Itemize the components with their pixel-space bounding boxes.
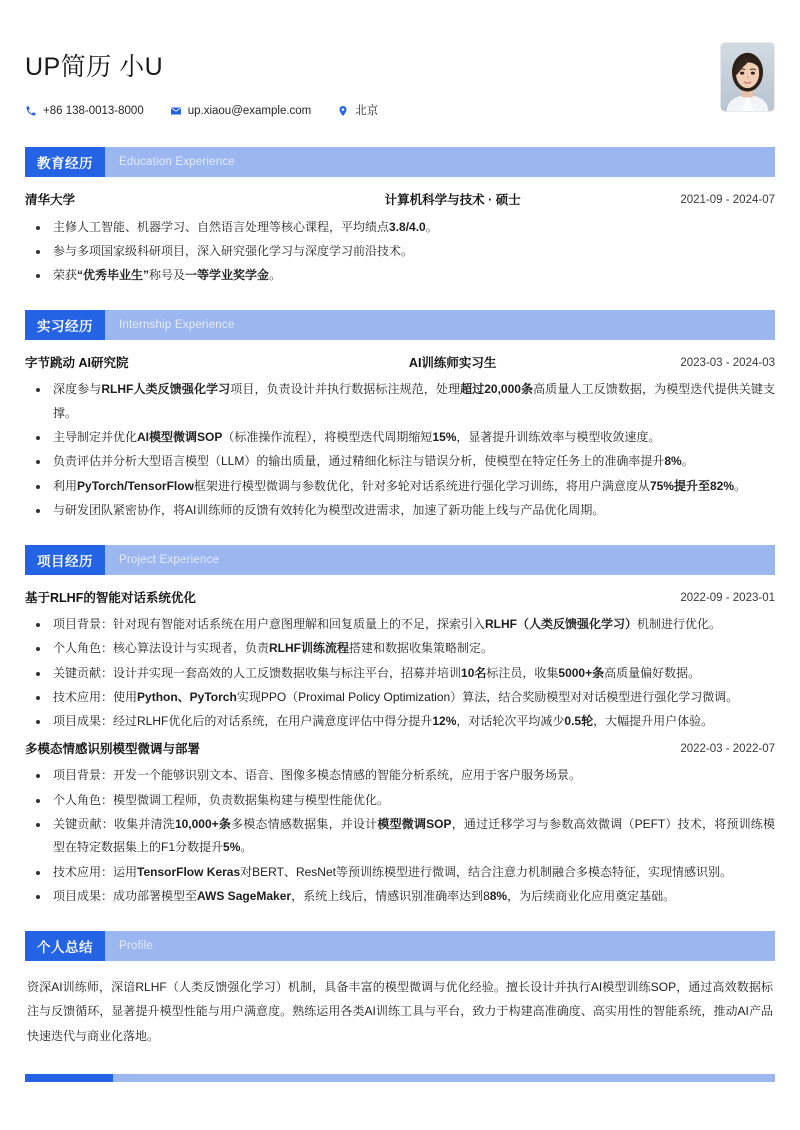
bullet-item: 利用PyTorch/TensorFlow框架进行模型微调与参数优化，针对多轮对话系统进行强化学习训练，将用户满意度从75%提升至82%。 bbox=[25, 475, 775, 498]
bullet-item: 荣获“优秀毕业生”称号及一等学业奖学金。 bbox=[25, 264, 775, 287]
section-bar-cutoff-en bbox=[113, 1074, 127, 1082]
profile-paragraph: 资深AI训练师，深谙RLHF（人类反馈强化学习）机制，具备丰富的模型微调与优化经验。擅长设计并执行AI模型训练SOP，通过高效数据标注与反馈循环，显著提升模型性能与用户满意度。熟练运用各类AI训练工具与平台，致力于构建高准确度、高实用性的智能系统，推动AI产品快速迭代与商业化落地。 bbox=[27, 979, 773, 1043]
avatar-portrait-icon bbox=[721, 43, 774, 111]
sections-root bbox=[25, 147, 775, 1048]
contact-row bbox=[25, 105, 720, 117]
header-left bbox=[25, 42, 720, 117]
avatar bbox=[720, 42, 775, 112]
bullet-item: 负责评估并分析大型语言模型（LLM）的输出质量，通过精细化标注与错误分析，使模型在特定任务上的准确率提升8%。 bbox=[25, 450, 775, 473]
section-bar bbox=[25, 931, 775, 961]
section-bar bbox=[25, 147, 775, 177]
bullet-item: 项目背景：开发一个能够识别文本、语音、图像多模态情感的智能分析系统，应用于客户服务场景。 bbox=[25, 764, 775, 787]
bullet-item: 项目成果：经过RLHF优化后的对话系统，在用户满意度评估中得分提升12%，对话轮次平均减少0.5轮，大幅提升用户体验。 bbox=[25, 710, 775, 733]
entry-organization: 字节跳动 AI研究院 bbox=[25, 355, 129, 370]
section-title-cn: 实习经历 bbox=[25, 310, 105, 340]
bullet-item: 与研发团队紧密协作，将AI训练师的反馈有效转化为模型改进需求，加速了新功能上线与产品优化周期。 bbox=[25, 499, 775, 522]
section-bar bbox=[25, 545, 775, 575]
bullet-item: 关键贡献：收集并清洗10,000+条多模态情感数据集，并设计模型微调SOP，通过迁移学习与参数高效微调（PEFT）技术，将预训练模型在特定数据集上的F1分数提升5%。 bbox=[25, 813, 775, 860]
contact-email-value: up.xiaou@example.com bbox=[187, 104, 312, 117]
resume-header bbox=[25, 0, 775, 125]
bullet-item: 技术应用：使用Python、PyTorch实现PPO（Proximal Policy Optimization）算法，结合奖励模型对对话模型进行强化学习微调。 bbox=[25, 686, 775, 709]
section-title-cn: 教育经历 bbox=[25, 147, 105, 177]
entry-bullet-list bbox=[25, 613, 775, 734]
bullet-item: 主导制定并优化AI模型微调SOP（标准操作流程），将模型迭代周期缩短15%，显著提升训练效率与模型收敛速度。 bbox=[25, 426, 775, 449]
section-bar-cutoff bbox=[25, 1074, 775, 1082]
mail-icon bbox=[170, 105, 182, 117]
experience-entry bbox=[25, 738, 775, 909]
location-icon bbox=[337, 105, 349, 117]
bullet-item: 技术应用：运用TensorFlow Keras对BERT、ResNet等预训练模型进行微调，结合注意力机制融合多模态特征，实现情感识别。 bbox=[25, 861, 775, 884]
experience-entry bbox=[25, 189, 775, 288]
entry-organization: 清华大学 bbox=[25, 193, 76, 208]
section-bar-cutoff-cn bbox=[25, 1074, 113, 1082]
section-title-en: Internship Experience bbox=[119, 318, 235, 331]
section-title-en: Education Experience bbox=[119, 156, 235, 169]
bullet-item: 参与多项国家级科研项目，深入研究强化学习与深度学习前沿技术。 bbox=[25, 240, 775, 263]
section-bar bbox=[25, 310, 775, 340]
phone-icon bbox=[25, 105, 37, 117]
entry-role: AI训练师实习生 bbox=[408, 355, 497, 370]
entry-organization: 多模态情感识别模型微调与部署 bbox=[25, 741, 201, 756]
page-title: UP简历 小U bbox=[25, 53, 164, 81]
entry-bullet-list bbox=[25, 764, 775, 908]
entry-header-row bbox=[25, 189, 775, 213]
section-title-en: Profile bbox=[119, 939, 153, 952]
entry-header-row bbox=[25, 738, 775, 762]
entry-role: 计算机科学与技术 · 硕士 bbox=[384, 193, 521, 208]
entry-header-row bbox=[25, 587, 775, 611]
bullet-item: 个人角色：核心算法设计与实现者，负责RLHF训练流程搭建和数据收集策略制定。 bbox=[25, 637, 775, 660]
experience-entry bbox=[25, 352, 775, 523]
entry-date-range: 2022-03 - 2022-07 bbox=[680, 742, 775, 755]
entry-bullet-list bbox=[25, 378, 775, 522]
bullet-item: 主修人工智能、机器学习、自然语言处理等核心课程，平均绩点3.8/4.0。 bbox=[25, 216, 775, 239]
bullet-item: 项目背景：针对现有智能对话系统在用户意图理解和回复质量上的不足，探索引入RLHF（人类反馈强化学习）机制进行优化。 bbox=[25, 613, 775, 636]
entry-date-range: 2022-09 - 2023-01 bbox=[680, 591, 775, 604]
bullet-item: 关键贡献：设计并实现一套高效的人工反馈数据收集与标注平台，招募并培训10名标注员，收集5000+条高质量偏好数据。 bbox=[25, 662, 775, 685]
entry-date-range: 2021-09 - 2024-07 bbox=[680, 194, 775, 207]
bullet-item: 深度参与RLHF人类反馈强化学习项目，负责设计并执行数据标注规范，处理超过20,000条高质量人工反馈数据，为模型迭代提供关键支撑。 bbox=[25, 378, 775, 425]
contact-email bbox=[170, 105, 312, 117]
experience-entry bbox=[25, 587, 775, 734]
bullet-item: 个人角色：模型微调工程师，负责数据集构建与模型性能优化。 bbox=[25, 789, 775, 812]
contact-phone-value: +86 138-0013-8000 bbox=[43, 104, 144, 117]
entry-organization: 基于RLHF的智能对话系统优化 bbox=[25, 590, 196, 605]
entry-header-row bbox=[25, 352, 775, 376]
contact-location bbox=[337, 105, 378, 117]
section-title-cn: 个人总结 bbox=[25, 931, 105, 961]
contact-phone bbox=[25, 105, 144, 117]
section-title-cn: 项目经历 bbox=[25, 545, 105, 575]
entry-date-range: 2023-03 - 2024-03 bbox=[680, 356, 775, 369]
entry-bullet-list bbox=[25, 216, 775, 288]
section-title-en: Project Experience bbox=[119, 553, 220, 566]
bullet-item: 项目成果：成功部署模型至AWS SageMaker，系统上线后，情感识别准确率达到88%，为后续商业化应用奠定基础。 bbox=[25, 885, 775, 908]
contact-location-value: 北京 bbox=[355, 104, 379, 117]
